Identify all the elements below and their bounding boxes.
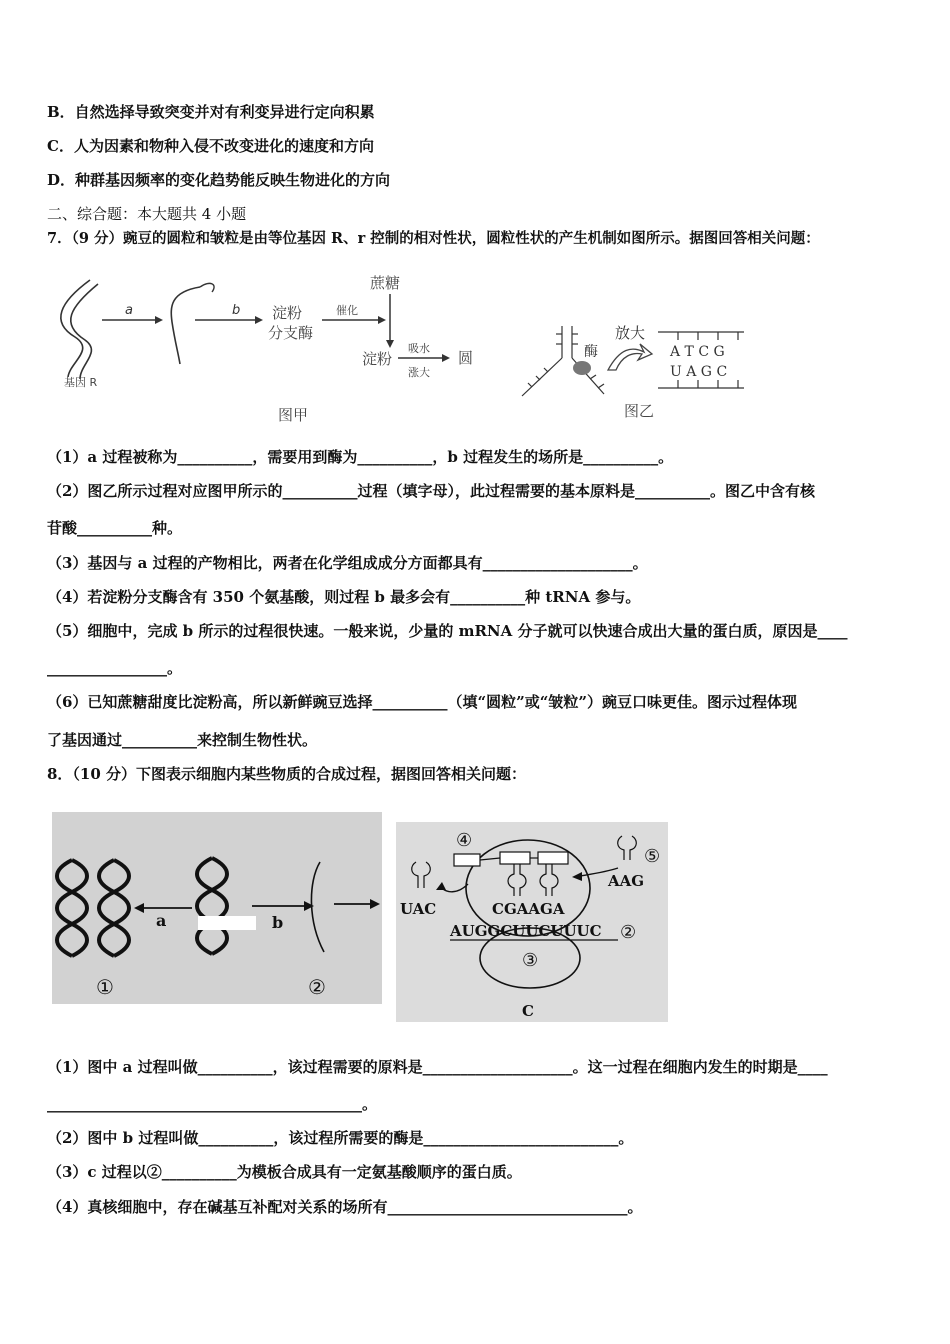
q7-sub5b: ________________。 [47,659,183,677]
num-1: ① [96,975,114,999]
q8-stem: 8．（10 分）下图表示细胞内某些物质的合成过程，据图回答相关问题： [47,765,527,783]
dna-fork [522,326,604,396]
arrow-a-label: a [125,303,133,318]
absorb-label: 吸水 [408,342,430,355]
enzyme-line2: 分支酶 [268,324,314,342]
num-2-right: ② [620,922,637,943]
enlarge-label: 放大 [615,324,646,342]
codon-uac: UAC [400,900,437,918]
option-c: C．人为因素和物种入侵不改变进化的速度和方向 [47,137,374,155]
figure-q8-right [396,822,668,1022]
bases-row1: A T C G [670,344,725,360]
fig-yi-caption: 图乙 [624,402,655,420]
q8-sub1b: __________________________________________。 [47,1095,378,1113]
figure-jia [50,262,490,427]
round-label: 圆 [458,349,474,367]
q7-sub2a: （2）图乙所示过程对应图甲所示的__________过程（填字母），此过程需要的基本原料是__________。图乙中含有核 [47,482,815,500]
q7-stem: 7．（9 分）豌豆的圆粒和皱粒是由等位基因 R、r 控制的相对性状，圆粒性状的产生机制如图所示。据图回答相关问题： [47,230,820,247]
option-b: B．自然选择导致突变并对有利变异进行定向积累 [47,103,375,121]
num-5: ⑤ [644,846,661,867]
q8-sub1a: （1）图中 a 过程叫做__________，该过程需要的原料是____________________。这一过程在细胞内发生的时期是____ [47,1058,828,1076]
arrow-b-label: b [232,303,241,318]
fig-jia-caption: 图甲 [278,406,309,424]
label-c: C [522,1002,534,1020]
num-4: ④ [456,830,473,851]
q7-sub5a: （5）细胞中，完成 b 所示的过程很快速。一般来说，少量的 mRNA 分子就可以快速合成出大量的蛋白质，原因是____ [47,622,848,640]
swell-label: 涨大 [408,366,430,379]
sucrose-label: 蔗糖 [370,274,401,292]
q7-sub4: （4）若淀粉分支酶含有 350 个氨基酸，则过程 b 最多会有__________种 tRNA 参与。 [47,588,641,606]
q7-sub3: （3）基因与 a 过程的产物相比，两者在化学组成成分方面都具有____________________。 [47,554,648,572]
option-d: D．种群基因频率的变化趋势能反映生物进化的方向 [47,171,391,189]
mrna-sequence: AUGGCUUCUUUC [450,922,602,940]
enlarge-arrow [608,344,652,370]
label-a: a [156,911,167,930]
num-2: ② [308,975,326,999]
enzyme-blob [573,361,591,375]
figure-q8-left [52,812,382,1004]
mrna-strand [171,287,200,364]
q7-sub2b: 苷酸__________种。 [47,519,183,537]
gene-label: 基因 R [64,376,98,389]
q7-sub6b: 了基因通过__________来控制生物性状。 [47,731,318,749]
enzyme-label: 酶 [584,344,598,360]
label-b: b [272,913,284,932]
q7-sub6a: （6）已知蔗糖甜度比淀粉高，所以新鲜豌豆选择__________（填“圆粒”或“皱粒”）豌豆口味更佳。图示过程体现 [47,693,797,711]
q8-sub2: （2）图中 b 过程叫做__________，该过程所需要的酶是__________________________。 [47,1129,634,1147]
catalyze-label: 催化 [336,304,358,317]
figure-yi [512,318,752,426]
q8-sub4: （4）真核细胞中，存在碱基互补配对关系的场所有________________________________。 [47,1198,643,1216]
q7-sub1: （1）a 过程被称为__________，需要用到酶为__________，b 过程发生的场所是__________。 [47,448,674,466]
gene-r-strands [61,280,98,379]
num-3: ③ [522,950,539,971]
anticodons: CGAAGA [492,900,565,918]
bases-row2: U A G C [670,364,728,380]
section-header: 二、综合题：本大题共 4 小题 [47,205,247,223]
starch-label: 淀粉 [362,350,393,368]
enzyme-line1: 淀粉 [272,304,303,322]
codon-aag: AAG [608,872,645,890]
q8-sub3: （3）c 过程以②__________为模板合成具有一定氨基酸顺序的蛋白质。 [47,1163,522,1181]
